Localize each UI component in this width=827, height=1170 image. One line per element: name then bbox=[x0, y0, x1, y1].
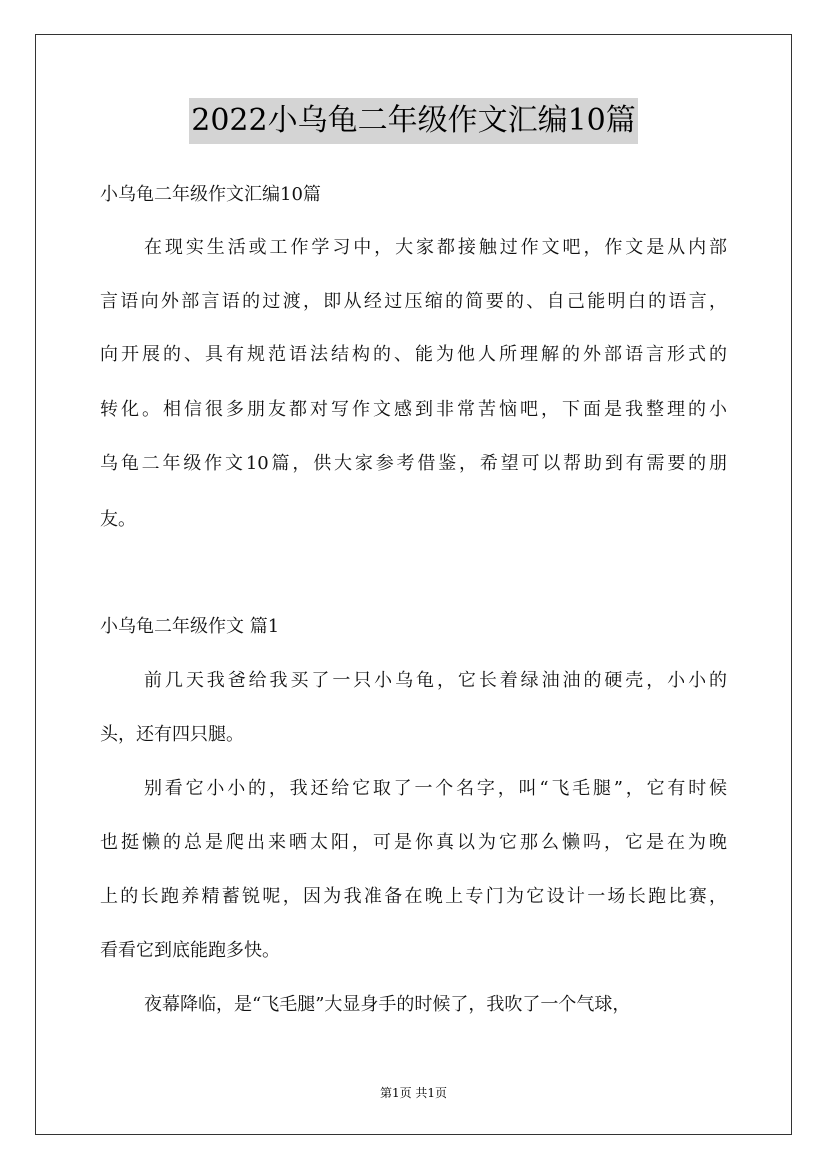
intro-line: 乌龟二年级作文10篇，供大家参考借鉴，希望可以帮助到有需要的朋 bbox=[100, 453, 727, 474]
body-line: 夜幕降临，是“飞毛腿”大显身手的时候了，我吹了一个气球， bbox=[144, 994, 631, 1015]
document-subtitle: 小乌龟二年级作文汇编10篇 bbox=[100, 184, 321, 205]
body-line: 也挺懒的总是爬出来晒太阳，可是你真以为它那么懒吗，它是在为晚 bbox=[100, 832, 727, 853]
document-title: 2022小乌龟二年级作文汇编10篇 bbox=[189, 98, 638, 144]
intro-line: 在现实生活或工作学习中，大家都接触过作文吧，作文是从内部 bbox=[144, 237, 727, 258]
body-line: 前几天我爸给我买了一只小乌龟，它长着绿油油的硬壳，小小的 bbox=[144, 670, 727, 691]
title-container bbox=[0, 98, 827, 144]
body-line: 看看它到底能跑多快。 bbox=[100, 940, 280, 961]
section-heading: 小乌龟二年级作文 篇1 bbox=[100, 616, 280, 637]
intro-line: 向开展的、具有规范语法结构的、能为他人所理解的外部语言形式的 bbox=[100, 344, 727, 365]
body-line: 别看它小小的，我还给它取了一个名字，叫“飞毛腿”，它有时候 bbox=[144, 778, 727, 799]
intro-line: 友。 bbox=[100, 509, 136, 530]
intro-line: 言语向外部言语的过渡，即从经过压缩的简要的、自己能明白的语言， bbox=[100, 291, 727, 312]
body-line: 上的长跑养精蓄锐呢，因为我准备在晚上专门为它设计一场长跑比赛， bbox=[100, 886, 727, 907]
page-footer: 第1页 共1页 bbox=[379, 1086, 448, 1100]
intro-line: 转化。相信很多朋友都对写作文感到非常苦恼吧，下面是我整理的小 bbox=[100, 399, 727, 420]
body-line: 头，还有四只腿。 bbox=[100, 724, 244, 745]
